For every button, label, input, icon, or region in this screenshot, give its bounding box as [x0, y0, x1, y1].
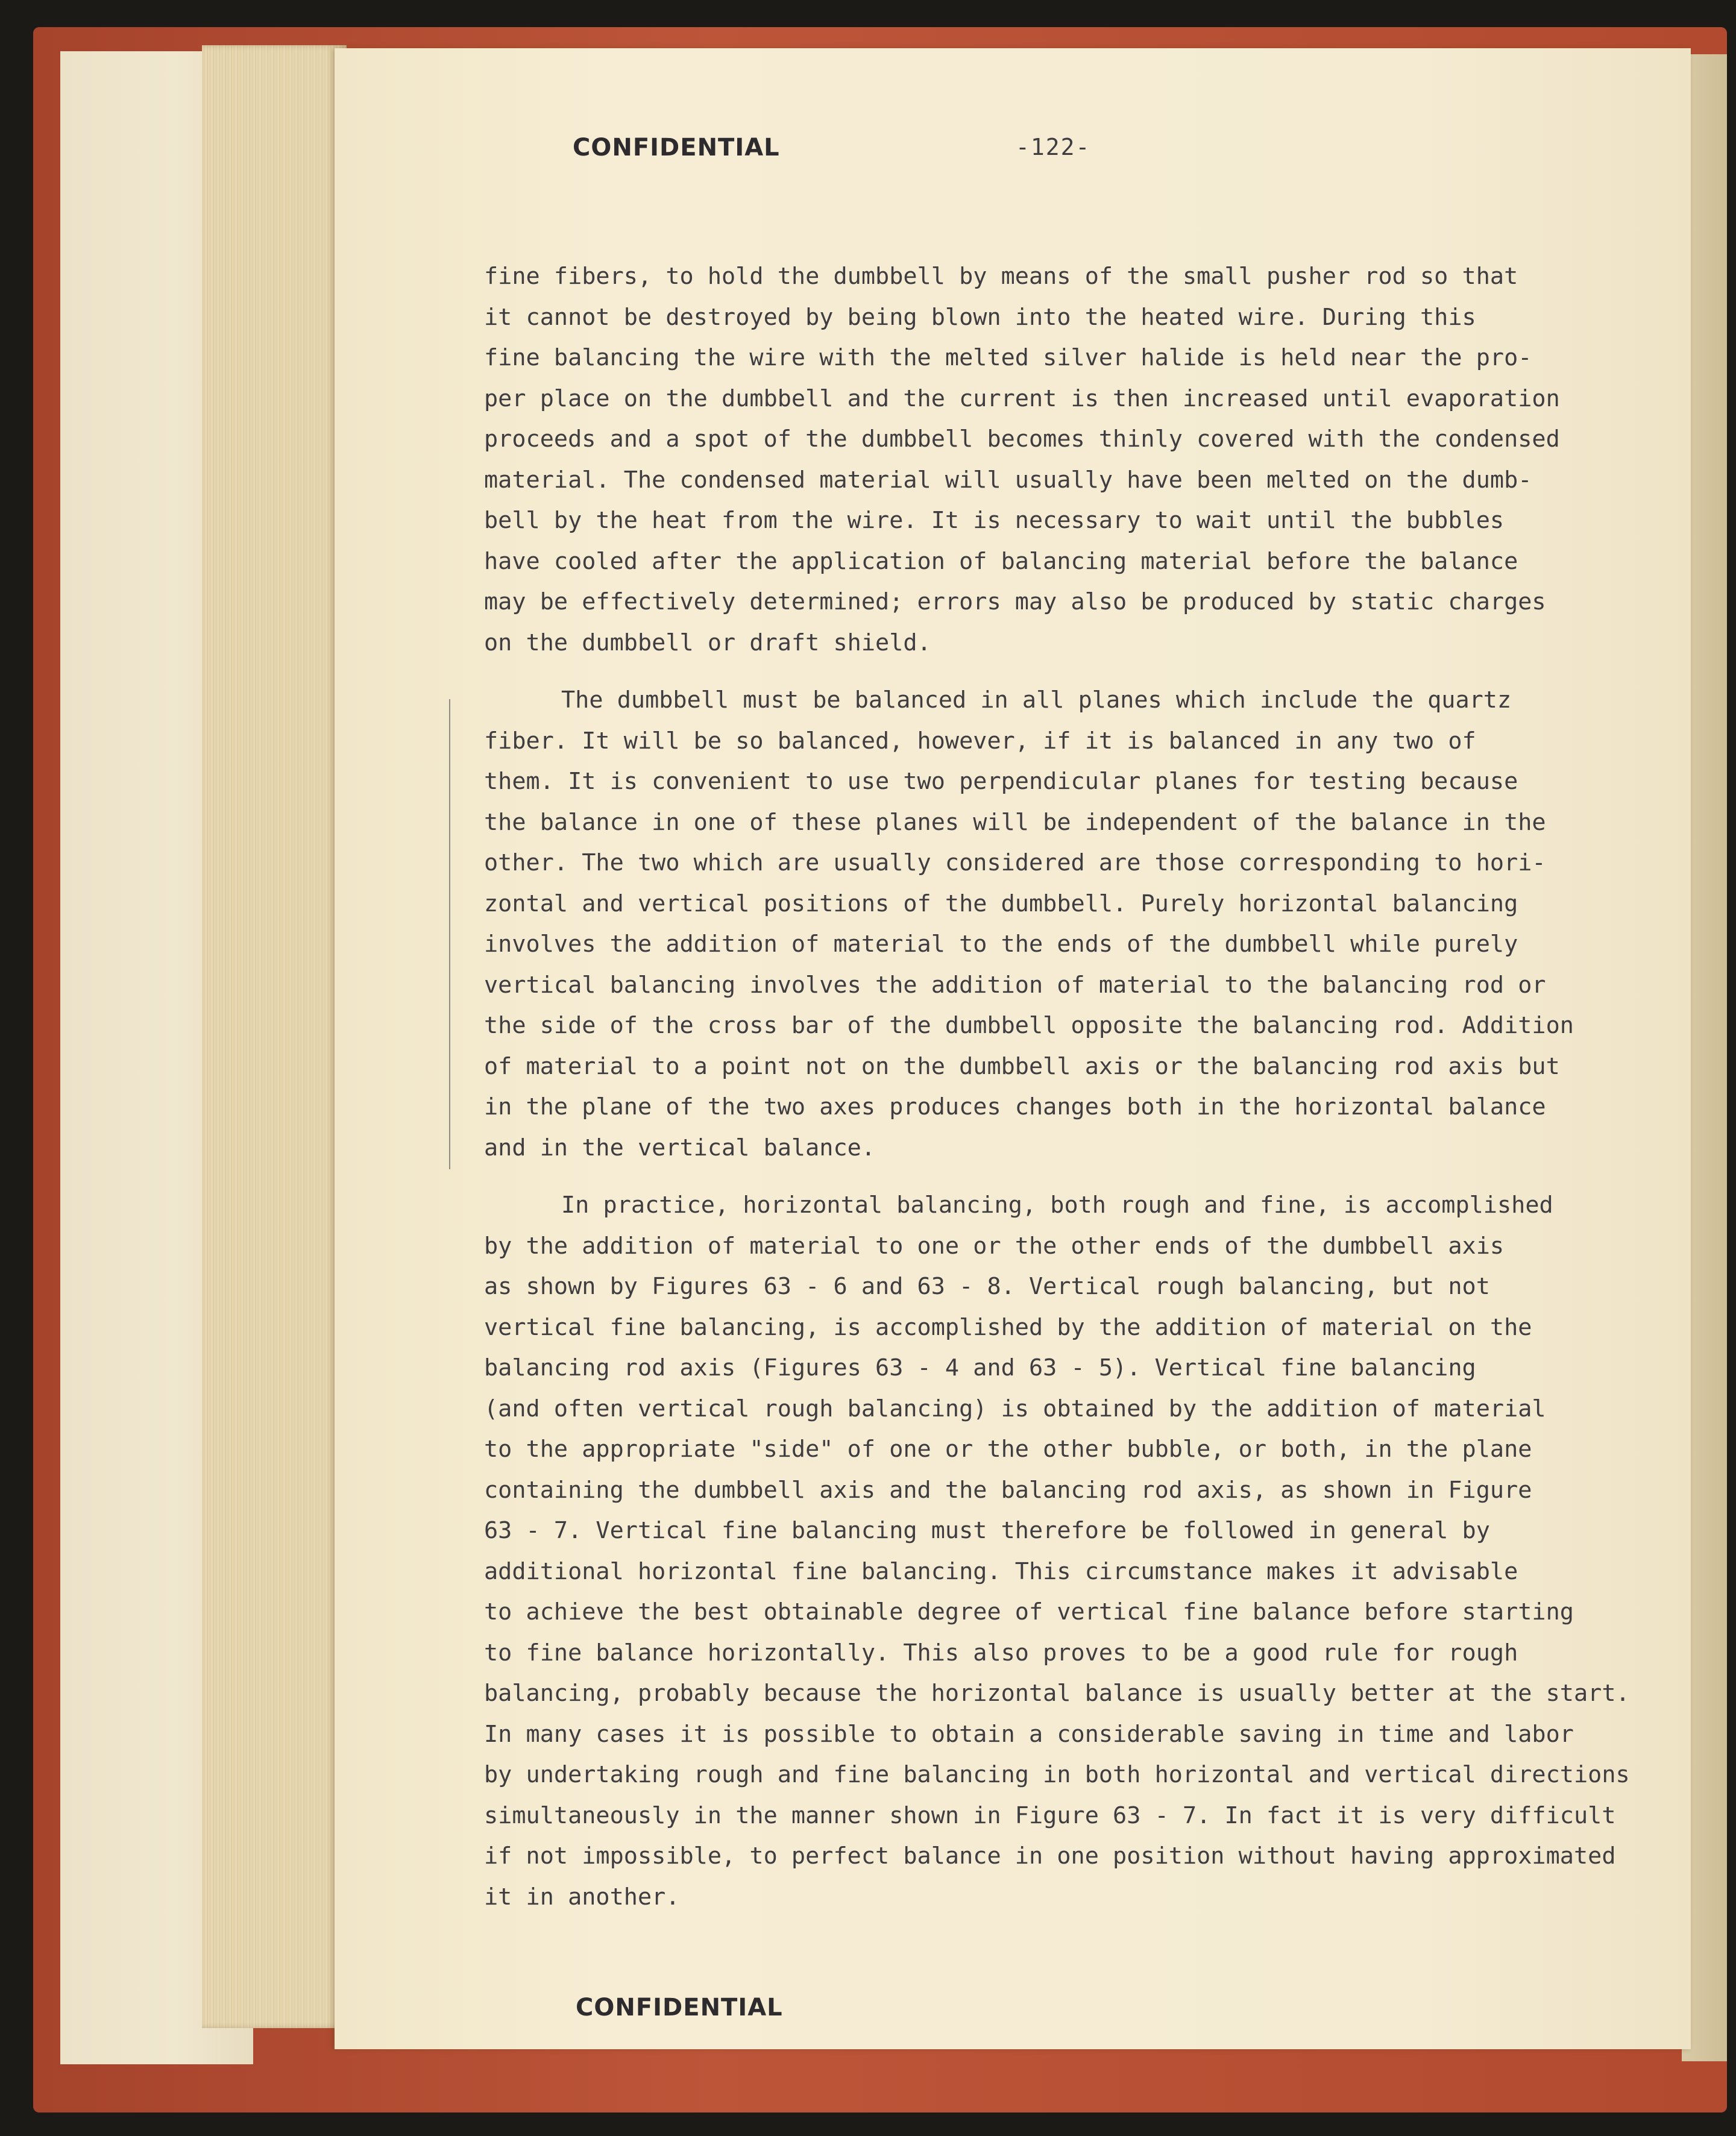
text-line: The dumbbell must be balanced in all planes which include the quartz [561, 686, 1512, 714]
text-line: by the addition of material to one or the other ends of the dumbbell axis [484, 1232, 1505, 1260]
text-line: additional horizontal fine balancing. This circumstance makes it advisable [484, 1557, 1518, 1585]
text-line: it in another. [484, 1883, 680, 1911]
text-line: if not impossible, to perfect balance in one position without having approximated [484, 1842, 1616, 1870]
text-line: vertical balancing involves the addition of material to the balancing rod or [484, 971, 1546, 999]
text-line: by undertaking rough and fine balancing in both horizontal and vertical directions [484, 1761, 1630, 1788]
text-line: proceeds and a spot of the dumbbell becomes thinly covered with the condensed [484, 426, 1560, 453]
text-line: balancing rod axis (Figures 63 - 4 and 63 - 5). Vertical fine balancing [484, 1354, 1476, 1381]
page-edges [202, 45, 347, 2028]
paragraph-2 [484, 680, 1684, 1168]
text-line: (and often vertical rough balancing) is obtained by the addition of material [484, 1395, 1546, 1422]
text-line: to the appropriate "side" of one or the other bubble, or both, in the plane [484, 1436, 1532, 1463]
text-line: fine fibers, to hold the dumbbell by means of the small pusher rod so that [484, 263, 1518, 290]
body-text [484, 256, 1684, 1917]
document-page [335, 48, 1691, 2049]
text-line: as shown by Figures 63 - 6 and 63 - 8. Vertical rough balancing, but not [484, 1273, 1490, 1300]
text-line: fiber. It will be so balanced, however, if it is balanced in any two of [484, 727, 1476, 755]
text-line: 63 - 7. Vertical fine balancing must therefore be followed in general by [484, 1517, 1490, 1544]
text-line: vertical fine balancing, is accomplished by the addition of material on the [484, 1313, 1532, 1341]
paragraph-1 [484, 256, 1684, 663]
text-line: per place on the dumbbell and the current is then increased until evaporation [484, 385, 1560, 412]
text-line: the balance in one of these planes will be independent of the balance in the [484, 808, 1546, 836]
text-line: in the plane of the two axes produces changes both in the horizontal balance [484, 1093, 1546, 1120]
text-line: In many cases it is possible to obtain a considerable saving in time and labor [484, 1720, 1574, 1748]
text-line: fine balancing the wire with the melted silver halide is held near the pro- [484, 344, 1532, 371]
footer-confidential-stamp: CONFIDENTIAL [576, 1994, 783, 2021]
page-number: -122- [1016, 134, 1091, 160]
text-line: In practice, horizontal balancing, both rough and fine, is accomplished [561, 1192, 1553, 1219]
text-line: them. It is convenient to use two perpendicular planes for testing because [484, 768, 1518, 795]
paragraph-3 [484, 1185, 1684, 1917]
text-line: material. The condensed material will usually have been melted on the dumb- [484, 466, 1532, 494]
header-confidential-stamp: CONFIDENTIAL [573, 134, 780, 162]
text-line: containing the dumbbell axis and the balancing rod axis, as shown in Figure [484, 1476, 1532, 1504]
text-line: may be effectively determined; errors may also be produced by static charges [484, 588, 1546, 615]
text-line: involves the addition of material to the ends of the dumbbell while purely [484, 931, 1518, 958]
text-line: to fine balance horizontally. This also proves to be a good rule for rough [484, 1639, 1518, 1666]
text-line: to achieve the best obtainable degree of vertical fine balance before starting [484, 1598, 1574, 1626]
text-line: zontal and vertical positions of the dumbbell. Purely horizontal balancing [484, 890, 1518, 917]
text-line: of material to a point not on the dumbbell axis or the balancing rod axis but [484, 1052, 1560, 1080]
text-line: and in the vertical balance. [484, 1134, 876, 1161]
text-line: it cannot be destroyed by being blown into the heated wire. During this [484, 303, 1476, 331]
text-line: simultaneously in the manner shown in Figure 63 - 7. In fact it is very difficult [484, 1801, 1616, 1829]
margin-line [449, 699, 450, 1169]
text-line: balancing, probably because the horizontal balance is usually better at the start. [484, 1680, 1630, 1707]
text-line: the side of the cross bar of the dumbbell opposite the balancing rod. Addition [484, 1012, 1574, 1039]
text-line: other. The two which are usually considered are those corresponding to hori- [484, 849, 1546, 876]
text-line: bell by the heat from the wire. It is necessary to wait until the bubbles [484, 507, 1505, 534]
text-line: have cooled after the application of balancing material before the balance [484, 547, 1518, 575]
text-line: on the dumbbell or draft shield. [484, 629, 931, 656]
